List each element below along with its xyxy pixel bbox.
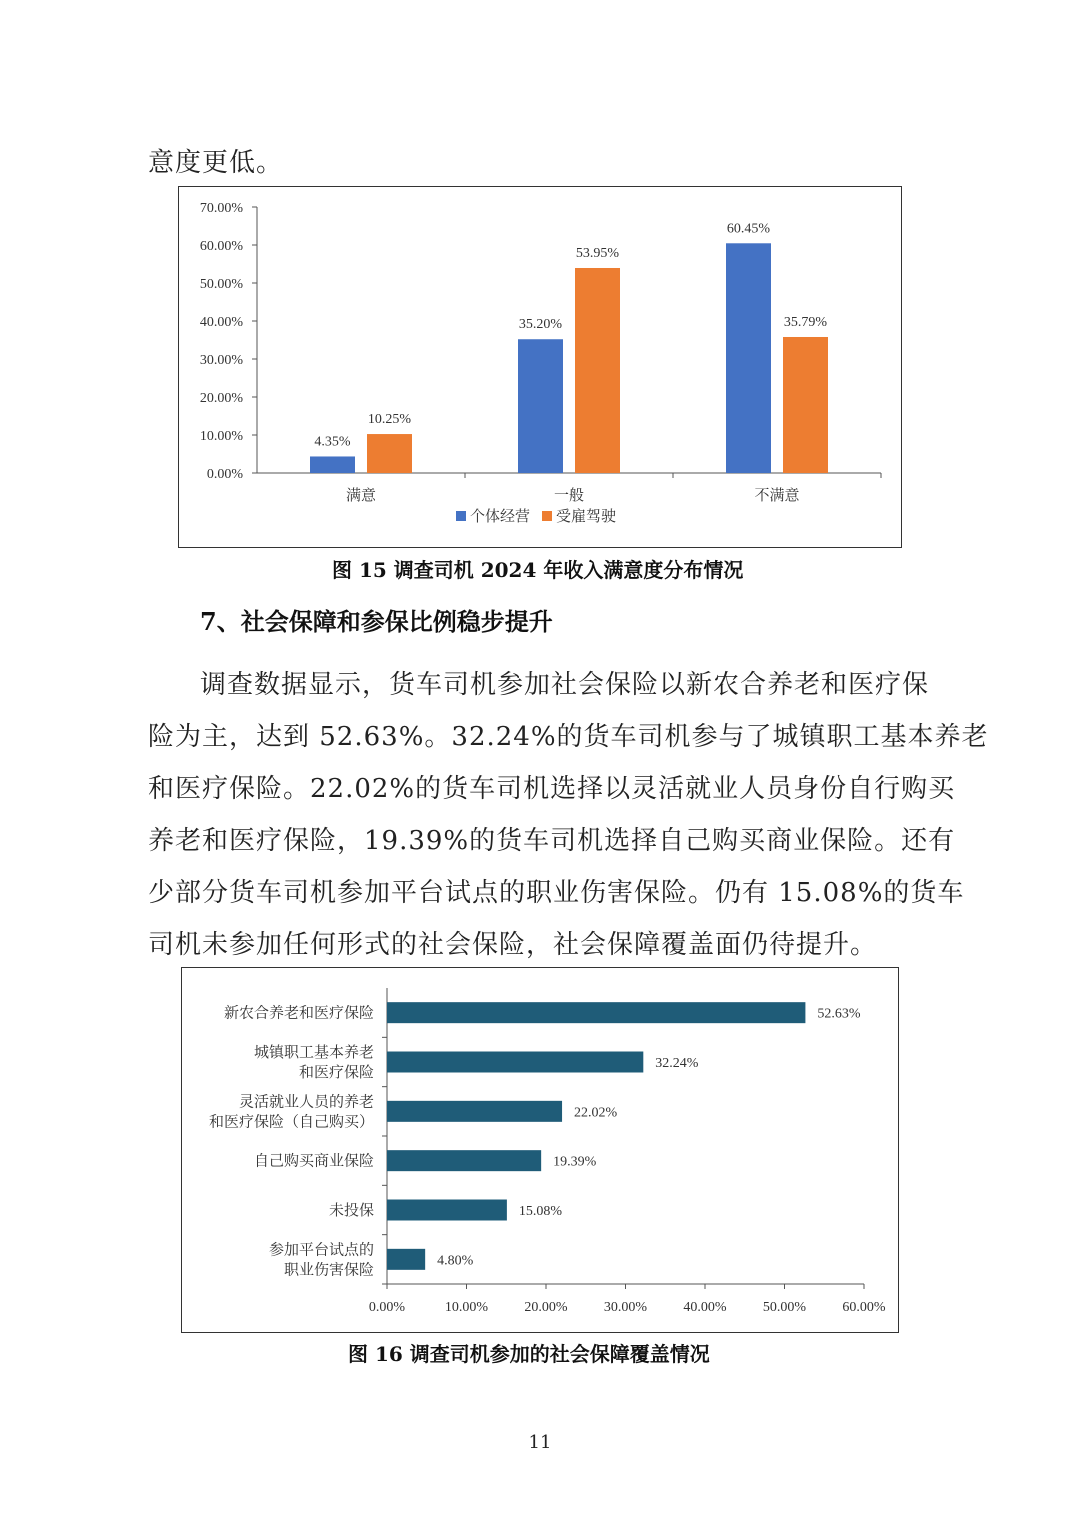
x-category-label: 满意 — [345, 488, 377, 504]
bar-value-label: 4.35% — [314, 434, 351, 450]
paragraph-line: 司机未参加任何形式的社会保险，社会保障覆盖面仍待提升。 — [148, 930, 878, 960]
paragraph-line: 险为主，达到 52.63%。32.24%的货车司机参与了城镇职工基本养老 — [148, 722, 989, 752]
paragraph-line: 调查数据显示，货车司机参加社会保险以新农合养老和医疗保 — [200, 670, 930, 700]
x-tick-label: 10.00% — [444, 1300, 489, 1315]
x-category-label: 一般 — [553, 488, 585, 504]
section-heading: 7、社会保障和参保比例稳步提升 — [200, 607, 553, 636]
bar-value-label: 35.20% — [518, 317, 563, 333]
figure16-chart-frame — [181, 967, 899, 1333]
paragraph-line: 和医疗保险。22.02%的货车司机选择以灵活就业人员身份自行购买 — [148, 774, 956, 804]
paragraph-line: 养老和医疗保险，19.39%的货车司机选择自己购买商业保险。还有 — [148, 826, 956, 856]
y-category-label: 和医疗保险 — [298, 1065, 374, 1081]
x-tick-label: 0.00% — [368, 1300, 406, 1315]
bar — [783, 337, 828, 473]
bar-value-label: 22.02% — [574, 1105, 618, 1121]
bar-value-label: 19.39% — [553, 1154, 597, 1170]
bar-value-label: 60.45% — [726, 221, 771, 237]
bar — [310, 456, 355, 473]
y-tick-label: 0.00% — [206, 467, 243, 482]
y-category-label: 职业伤害保险 — [283, 1262, 374, 1279]
y-category-label: 城镇职工基本养老 — [253, 1045, 374, 1061]
y-tick-label: 20.00% — [199, 391, 243, 406]
page-number: 11 — [528, 1432, 552, 1453]
y-tick-label: 30.00% — [199, 353, 243, 368]
bar — [387, 1200, 507, 1221]
y-tick-label: 40.00% — [199, 315, 243, 330]
bar — [387, 1249, 425, 1270]
bar — [518, 339, 563, 473]
y-tick-label: 70.00% — [199, 201, 243, 216]
bar-value-label: 4.80% — [437, 1253, 474, 1269]
bar — [387, 1002, 805, 1023]
bar — [387, 1052, 643, 1073]
x-tick-label: 40.00% — [683, 1300, 727, 1315]
y-category-label: 灵活就业人员的养老 — [238, 1094, 374, 1111]
bar-value-label: 35.79% — [783, 314, 828, 330]
bar — [387, 1150, 541, 1171]
bar — [575, 268, 620, 473]
bar-value-label: 53.95% — [575, 245, 620, 261]
x-tick-label: 60.00% — [842, 1300, 886, 1315]
y-tick-label: 50.00% — [199, 277, 243, 292]
y-category-label: 未投保 — [328, 1203, 374, 1219]
bar-value-label: 52.63% — [817, 1006, 861, 1022]
bar — [726, 243, 771, 473]
y-category-label: 新农合养老和医疗保险 — [223, 1005, 374, 1022]
bar-value-label: 10.25% — [367, 412, 412, 428]
y-category-label: 参加平台试点的 — [268, 1242, 374, 1259]
intro-text: 意度更低。 — [148, 148, 284, 178]
bar — [387, 1101, 562, 1122]
x-category-label: 不满意 — [754, 488, 800, 504]
x-tick-label: 20.00% — [524, 1300, 568, 1315]
figure15-chart — [179, 187, 901, 547]
figure16-chart — [182, 968, 898, 1332]
bar-value-label: 15.08% — [518, 1204, 563, 1219]
y-tick-label: 10.00% — [199, 429, 243, 444]
y-category-label: 自己购买商业保险 — [253, 1153, 374, 1170]
x-tick-label: 30.00% — [603, 1300, 648, 1315]
paragraph-line: 少部分货车司机参加平台试点的职业伤害保险。仍有 15.08%的货车 — [148, 878, 965, 908]
bar-value-label: 32.24% — [655, 1056, 699, 1071]
figure15-caption: 图 15 调查司机 2024 年收入满意度分布情况 — [332, 558, 744, 582]
figure15-chart-frame — [178, 186, 902, 548]
legend-swatch — [456, 511, 466, 521]
bar — [367, 434, 412, 473]
legend-label: 受雇驾驶 — [556, 509, 617, 525]
y-tick-label: 60.00% — [199, 239, 243, 254]
x-tick-label: 50.00% — [762, 1300, 807, 1315]
y-category-label: 和医疗保险（自己购买） — [208, 1114, 374, 1131]
legend-label: 个体经营 — [470, 509, 531, 525]
figure16-caption: 图 16 调查司机参加的社会保障覆盖情况 — [348, 1342, 710, 1366]
legend-swatch — [542, 511, 552, 521]
